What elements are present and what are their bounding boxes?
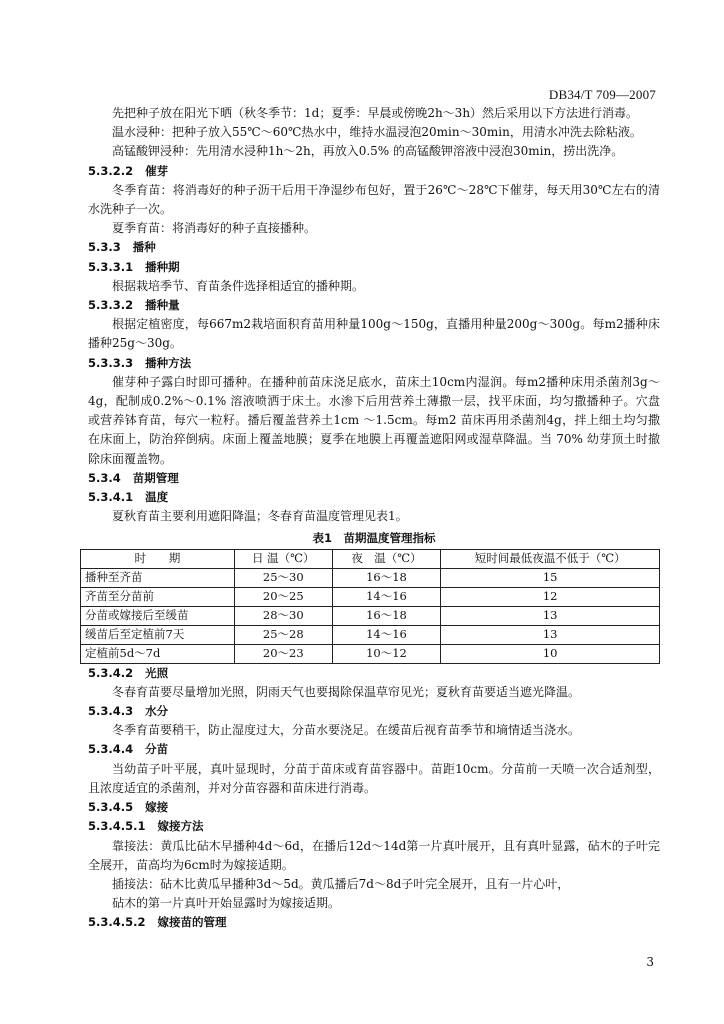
document-body bbox=[85, 104, 660, 933]
section-heading bbox=[88, 913, 660, 932]
section-title: 播种 bbox=[132, 240, 156, 255]
section-number: 5.3.4.4 bbox=[88, 742, 134, 757]
section-number: 5.3.4.3 bbox=[88, 704, 134, 719]
section-heading bbox=[88, 296, 660, 315]
section-title: 苗期管理 bbox=[132, 470, 179, 485]
section-heading bbox=[88, 702, 660, 721]
table-cell: 20～25 bbox=[234, 587, 332, 606]
table-cell: 20～23 bbox=[234, 644, 332, 663]
section-title: 水分 bbox=[145, 704, 169, 719]
paragraph: 温水浸种：把种子放入55℃～60℃热水中，维持水温浸泡20min～30min，用清水冲洗去除粘液。 bbox=[112, 125, 642, 140]
table-cell: 14～16 bbox=[332, 625, 441, 644]
section-number: 5.3.3 bbox=[88, 240, 121, 255]
section-title: 温度 bbox=[145, 490, 169, 505]
section-heading bbox=[88, 488, 660, 507]
table-row bbox=[81, 606, 660, 625]
section-heading bbox=[88, 354, 660, 373]
table-row bbox=[81, 625, 660, 644]
section-heading bbox=[88, 740, 660, 759]
table-cell: 分苗或嫁接后至缓苗 bbox=[81, 606, 235, 625]
table-cell: 25～28 bbox=[234, 625, 332, 644]
table-cell: 25～30 bbox=[234, 568, 332, 587]
table-header-cell: 时 期 bbox=[81, 549, 235, 568]
section-number: 5.3.4.5 bbox=[88, 800, 134, 815]
standard-code: DB34/T 709—2007 bbox=[548, 87, 656, 102]
paragraph: 砧木的第一片真叶开始显露时为嫁接适期。 bbox=[112, 896, 341, 911]
paragraph: 催芽种子露白时即可播种。在播种前苗床浇足底水，苗床土10cm内湿润。每m2播种床用杀菌剂3g～4g，配制成0.2%～0.1% 溶液喷洒于床土。水渗下后用营养土薄撒一层，找平床面，均匀撒播种子。穴盘或营养钵育苗，每穴一粒籽。播后覆盖营养土1cm ～1.5cm。每m2 苗床再用杀菌剂4g，拌上细土均匀撒在床面上，防治猝倒病。床面上覆盖地膜；夏季在地膜上再覆盖遮阳网或湿草降温。当 70% 幼芽顶土时撤除床面覆盖物。 bbox=[88, 374, 660, 466]
table-cell: 10～12 bbox=[332, 644, 441, 663]
table-cell: 14～16 bbox=[332, 587, 441, 606]
paragraph: 夏季育苗：将消毒好的种子直接播种。 bbox=[112, 221, 317, 236]
section-number: 5.3.3.2 bbox=[88, 298, 134, 313]
table-cell: 齐苗至分苗前 bbox=[81, 587, 235, 606]
table-header-cell: 日 温（℃） bbox=[234, 549, 332, 568]
paragraph: 靠接法：黄瓜比砧木早播种4d～6d，在播后12d～14d第一片真叶展开，且有真叶显露，砧木的子叶完全展开，苗高均为6cm时为嫁接适期。 bbox=[88, 838, 660, 872]
section-number: 5.3.4.5.1 bbox=[88, 819, 146, 834]
table-cell: 缓苗后至定植前7天 bbox=[81, 625, 235, 644]
paragraph: 根据定植密度，每667m2栽培面积育苗用种量100g～150g，直播用种量200g～300g。每m2播种床播种25g～30g。 bbox=[88, 317, 660, 351]
table-cell: 播种至齐苗 bbox=[81, 568, 235, 587]
section-number: 5.3.2.2 bbox=[88, 163, 134, 178]
table-header-row bbox=[81, 549, 660, 568]
section-title: 播种期 bbox=[145, 259, 180, 274]
section-number: 5.3.4.2 bbox=[88, 665, 134, 680]
table-cell: 13 bbox=[441, 625, 660, 644]
section-number: 5.3.4.1 bbox=[88, 490, 134, 505]
table-row bbox=[81, 568, 660, 587]
section-heading bbox=[88, 798, 660, 817]
paragraph: 高锰酸钾浸种：先用清水浸种1h～2h，再放入0.5% 的高锰酸钾溶液中浸泡30min，捞出洗净。 bbox=[112, 144, 624, 159]
paragraph: 冬季育苗：将消毒好的种子沥干后用干净湿纱布包好，置于26℃～28℃下催芽，每天用30℃左右的清水洗种子一次。 bbox=[88, 182, 660, 217]
paragraph: 冬季育苗要稍干，防止湿度过大，分苗水要浇足。在缓苗后视育苗季节和墒情适当浇水。 bbox=[112, 723, 581, 738]
paragraph: 当幼苗子叶平展，真叶显现时，分苗于苗床或育苗容器中。苗距10cm。分苗前一天喷一次合适剂型，且浓度适宜的杀菌剂，并对分苗容器和苗床进行消毒。 bbox=[88, 761, 660, 795]
paragraph: 根据栽培季节、育苗条件选择相适宜的播种期。 bbox=[112, 278, 365, 293]
section-number: 5.3.3.3 bbox=[88, 355, 134, 370]
paragraph: 先把种子放在阳光下晒（秋冬季节：1d；夏季：早晨或傍晚2h～3h）然后采用以下方法进行消毒。 bbox=[112, 106, 639, 120]
section-number: 5.3.4.5.2 bbox=[88, 915, 146, 930]
section-heading bbox=[88, 238, 660, 257]
section-number: 5.3.3.1 bbox=[88, 259, 134, 274]
section-heading bbox=[88, 162, 660, 181]
table-row bbox=[81, 587, 660, 606]
table-row bbox=[81, 644, 660, 663]
temperature-table bbox=[80, 549, 660, 664]
section-heading bbox=[88, 258, 660, 277]
table-header-cell: 短时间最低夜温不低于（℃） bbox=[441, 549, 660, 568]
section-title: 嫁接方法 bbox=[157, 819, 204, 834]
section-title: 分苗 bbox=[145, 742, 169, 757]
section-title: 播种方法 bbox=[145, 355, 192, 370]
paragraph: 冬春育苗要尽量增加光照，阴雨天气也要揭除保温草帘见光；夏秋育苗要适当遮光降温。 bbox=[112, 684, 581, 699]
section-title: 催芽 bbox=[145, 163, 169, 178]
section-title: 光照 bbox=[145, 665, 169, 680]
section-heading bbox=[88, 817, 660, 836]
paragraph: 夏秋育苗主要利用遮阳降温；冬春育苗温度管理见表1。 bbox=[112, 509, 408, 524]
section-title: 嫁接 bbox=[145, 800, 169, 815]
table-header-cell: 夜 温（℃） bbox=[332, 549, 441, 568]
table-cell: 28～30 bbox=[234, 606, 332, 625]
table-cell: 15 bbox=[441, 568, 660, 587]
table-cell: 16～18 bbox=[332, 606, 441, 625]
section-heading bbox=[88, 664, 660, 683]
section-title: 播种量 bbox=[145, 298, 180, 313]
section-title: 嫁接苗的管理 bbox=[157, 915, 227, 930]
section-heading bbox=[88, 469, 660, 488]
table-cell: 13 bbox=[441, 606, 660, 625]
table-cell: 12 bbox=[441, 587, 660, 606]
table-cell: 16～18 bbox=[332, 568, 441, 587]
page-number: 3 bbox=[646, 955, 654, 969]
table-cell: 10 bbox=[441, 644, 660, 663]
table-title: 表1 苗期温度管理指标 bbox=[312, 531, 436, 546]
table-cell: 定植前5d～7d bbox=[81, 644, 235, 663]
section-number: 5.3.4 bbox=[88, 470, 121, 485]
paragraph: 插接法：砧木比黄瓜早播种3d～5d。黄瓜播后7d～8d子叶完全展开，且有一片心叶， bbox=[112, 876, 570, 891]
